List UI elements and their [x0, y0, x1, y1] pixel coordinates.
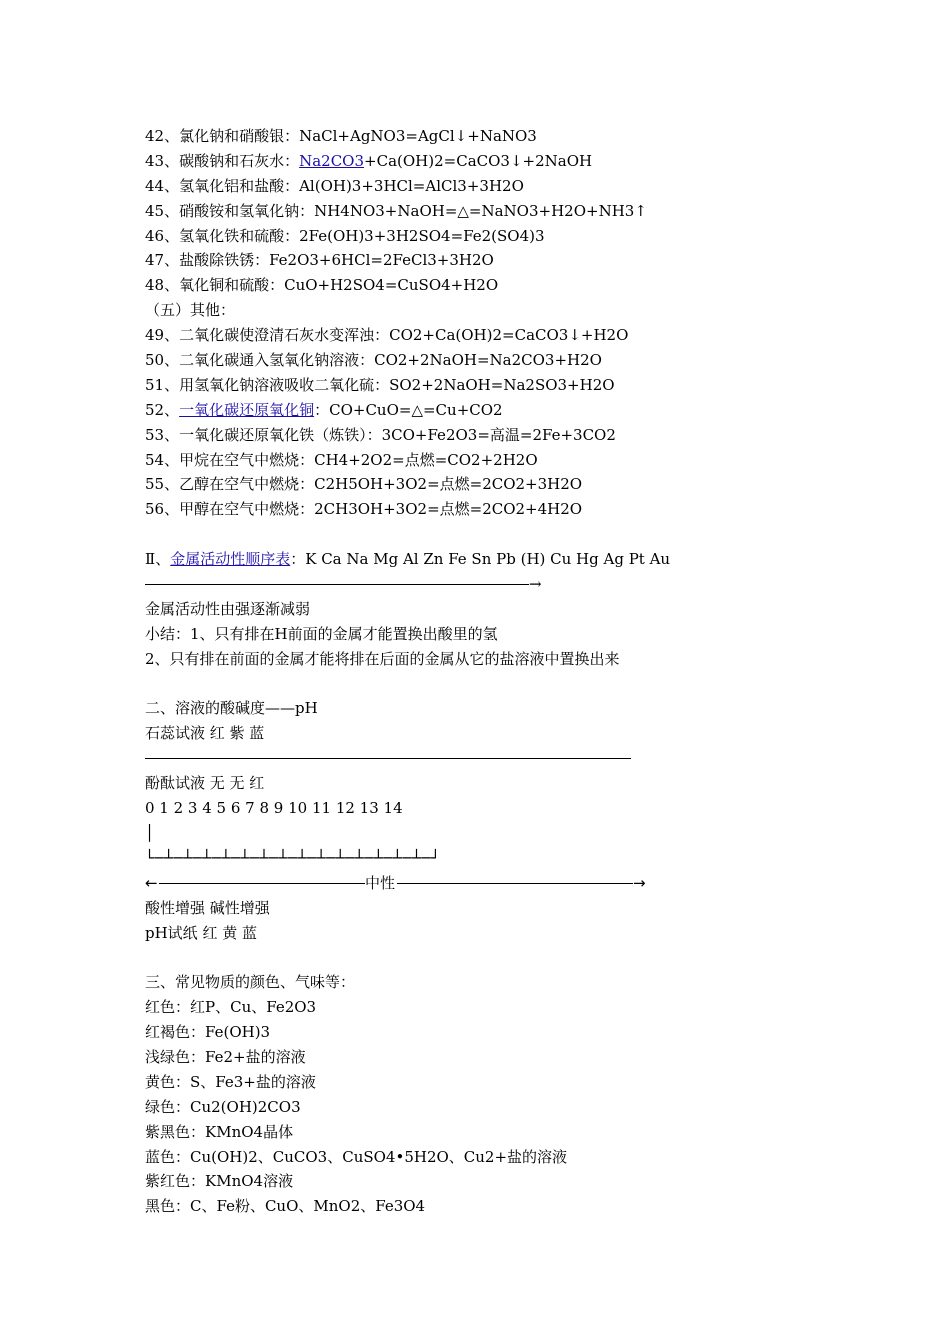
- equation-43-suffix: +Ca(OH)2=CaCO3↓+2NaOH: [364, 151, 593, 170]
- equation-53: 53、一氧化碳还原氧化铁（炼铁）：3CO+Fe2O3=高温=2Fe+3CO2: [145, 425, 616, 444]
- neutral-arrow-line: [145, 871, 865, 896]
- color-black: 黑色：C、Fe粉、CuO、MnO2、Fe3O4: [145, 1197, 426, 1216]
- ph-marker: │: [145, 823, 155, 842]
- document-page: [145, 124, 865, 1219]
- neutral-label: 中性: [365, 873, 396, 892]
- equation-54: 54、甲烷在空气中燃烧：CH4+2O2=点燃=CO2+2H2O: [145, 450, 538, 469]
- ph-rule-line: [145, 746, 865, 771]
- summary-1: 小结：1、只有排在H前面的金属才能置换出酸里的氢: [145, 624, 498, 643]
- equation-47: 47、盐酸除铁锈：Fe2O3+6HCl=2FeCl3+3H2O: [145, 251, 494, 270]
- spacer: [145, 522, 865, 547]
- color-red-brown: 红褐色：Fe(OH)3: [145, 1023, 271, 1042]
- equation-55: 55、乙醇在空气中燃烧：C2H5OH+3O2=点燃=2CO2+3H2O: [145, 475, 583, 494]
- equation-44: 44、氢氧化铝和盐酸：Al(OH)3+3HCl=AlCl3+3H2O: [145, 176, 524, 195]
- color-blue: 蓝色：Cu(OH)2、CuCO3、CuSO4•5H2O、Cu2+盐的溶液: [145, 1147, 568, 1166]
- colors-section-title: 三、常见物质的颜色、气味等：: [145, 973, 356, 992]
- color-red: 红色：红P、Cu、Fe2O3: [145, 998, 317, 1017]
- equation-46: 46、氢氧化铁和硫酸：2Fe(OH)3+3H2SO4=Fe2(SO4)3: [145, 226, 545, 245]
- right-arrow-icon: →: [633, 873, 646, 892]
- ph-rule: [145, 758, 631, 759]
- acid-segment: [159, 883, 365, 884]
- equation-56: 56、甲醇在空气中燃烧：2CH3OH+3O2=点燃=2CO2+4H2O: [145, 500, 583, 519]
- section-other-heading: （五）其他：: [145, 301, 236, 320]
- equation-50: 50、二氧化碳通入氢氧化钠溶液：CO2+2NaOH=Na2CO3+H2O: [145, 351, 602, 370]
- litmus-colors: 石蕊试液 红 紫 蓝: [145, 724, 265, 743]
- spacer: [145, 945, 865, 970]
- summary-2: 2、只有排在前面的金属才能将排在后面的金属从它的盐溶液中置换出来: [145, 649, 620, 668]
- equation-42: 42、氯化钠和硝酸银：NaCl+AgNO3=AgCl↓+NaNO3: [145, 127, 537, 145]
- equation-51: 51、用氢氧化钠溶液吸收二氧化硫：SO2+2NaOH=Na2SO3+H2O: [145, 375, 615, 394]
- equation-43-prefix: 43、碳酸钠和石灰水：: [145, 151, 300, 170]
- ph-numbers: 0 1 2 3 4 5 6 7 8 9 10 11 12 13 14: [145, 799, 403, 818]
- metal-activity-line: [145, 547, 865, 572]
- color-yellow: 黄色：S、Fe3+盐的溶液: [145, 1072, 316, 1091]
- equation-52: [145, 398, 865, 423]
- activity-note: 金属活动性由强逐渐减弱: [145, 599, 311, 618]
- equation-49: 49、二氧化碳使澄清石灰水变浑浊：CO2+Ca(OH)2=CaCO3↓+H2O: [145, 326, 629, 345]
- color-green: 绿色：Cu2(OH)2CO3: [145, 1097, 301, 1116]
- color-light-green: 浅绿色：Fe2+盐的溶液: [145, 1047, 306, 1066]
- acid-base-labels: 酸性增强 碱性增强: [145, 898, 270, 917]
- right-arrow-icon: →: [529, 575, 542, 594]
- equation-48: 48、氧化铜和硫酸：CuO+H2SO4=CuSO4+H2O: [145, 276, 499, 295]
- equation-45: 45、硝酸铵和氢氧化钠：NH4NO3+NaOH=△=NaNO3+H2O+NH3↑: [145, 201, 647, 220]
- activity-arrow-line: [145, 572, 865, 597]
- left-arrow-icon: ←: [145, 873, 158, 892]
- ph-scale-ticks: └─┴─┴─┴─┴─┴─┴─┴─┴─┴─┴─┴─┴─┴─┴─┘: [145, 848, 441, 867]
- base-segment: [397, 883, 633, 884]
- color-purple-black: 紫黑色：KMnO4晶体: [145, 1122, 294, 1141]
- na2co3-link[interactable]: Na2CO3: [299, 151, 365, 170]
- spacer: [145, 672, 865, 697]
- metal-activity-series: ：K Ca Na Mg Al Zn Fe Sn Pb (H) Cu Hg Ag Pt Au: [290, 550, 671, 569]
- equation-52-prefix: 52、: [145, 400, 180, 419]
- co-reduce-cuo-link[interactable]: 一氧化碳还原氧化铜: [179, 400, 315, 419]
- color-purple-red: 紫红色：KMnO4溶液: [145, 1172, 294, 1191]
- metal-activity-prefix: Ⅱ、: [145, 550, 171, 569]
- equation-52-suffix: ：CO+CuO=△=Cu+CO2: [314, 400, 503, 419]
- ph-section-title: 二、溶液的酸碱度——pH: [145, 699, 318, 718]
- ph-paper-colors: pH试纸 红 黄 蓝: [145, 923, 257, 942]
- phenolphthalein-colors: 酚酞试液 无 无 红: [145, 774, 265, 793]
- metal-activity-link[interactable]: 金属活动性顺序表: [170, 550, 291, 569]
- activity-rule: [145, 584, 529, 585]
- equation-43: [145, 149, 865, 174]
